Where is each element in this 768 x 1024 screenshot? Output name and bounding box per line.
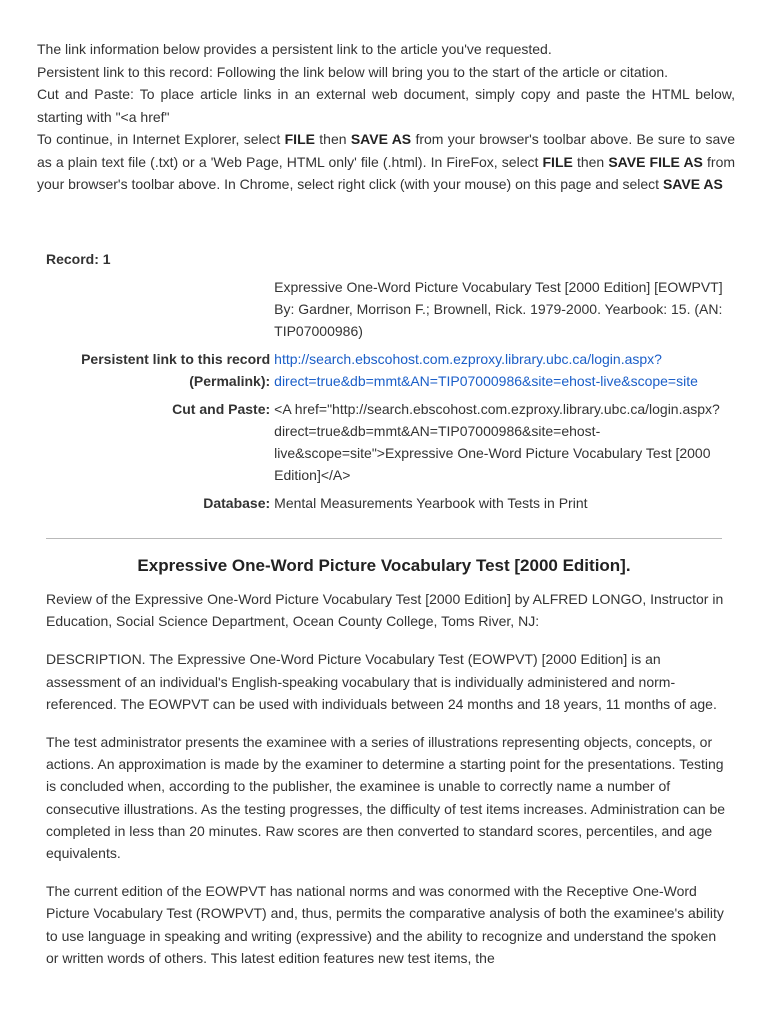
intro-bold: FILE [284,131,315,147]
database-row [46,486,726,514]
permalink-link[interactable]: http://search.ebscohost.com.ezproxy.library.ubc.ca/login.aspx?direct=true&db=mmt&AN=TIP07000986&site=ehost-live&scope=site [274,351,698,389]
record-block [46,248,726,514]
cutpaste-value: <A href="http://search.ebscohost.com.ezproxy.library.ubc.ca/login.aspx?direct=true&db=mmt&AN=TIP07000986&site=ehost-live&scope=site">Expressive One-Word Picture Vocabulary Test [2000 Edition]</A> [274,401,720,483]
record-fields [46,276,726,514]
intro-instructions [37,38,735,196]
article-paragraph: The test administrator presents the examinee with a series of illustrations representing objects, concepts, or actions. An approximation is made by the examiner to determine a starting point for the presentations. Testing is concluded when, according to the publisher, the examinee is unable to correctly name a number of consecutive illustrations. As the testing progresses, the difficulty of test items increases. Administration can be completed in less than 20 minutes. Raw scores are then converted to standard scores, percentiles, and age equivalents. [46,734,726,862]
intro-line-4 [37,128,735,196]
section-divider [46,538,722,539]
citation-label [46,276,274,342]
intro-bold: SAVE FILE AS [608,153,703,170]
article-body [46,588,726,985]
intro-bold: FILE [542,153,573,170]
intro-line-1: The link information below provides a persistent link to the article you've requested. [37,41,552,57]
permalink-label: Persistent link to this record (Permalink): [81,351,271,389]
article-paragraph: Review of the Expressive One-Word Picture Vocabulary Test [2000 Edition] by ALFRED LONGO, Instructor in Education, Social Science Department, Ocean County College, Toms River, NJ: [46,591,724,630]
record-heading: Record: 1 [46,251,111,267]
intro-bold: SAVE AS [350,131,412,147]
permalink-cell [274,342,726,392]
intro-text: To continue, in Internet Explorer, select [37,131,285,147]
intro-text: from your browser's toolbar above. Be sure to save as a plain text file (.txt) or a 'Web Page, HTML only' file (.html). In FireFox, select [37,131,736,170]
permalink-row [46,342,726,392]
intro-text: then [314,131,351,147]
database-label: Database: [203,495,271,511]
intro-text: from your browser's toolbar above. In Chrome, select right click (with your mouse) on this page and select [37,153,736,192]
database-value: Mental Measurements Yearbook with Tests in Print [274,495,588,511]
article-title: Expressive One-Word Picture Vocabulary Test [2000 Edition]. [137,556,631,575]
intro-bold: SAVE AS [662,176,723,192]
intro-line-2: Persistent link to this record: Following the link below will bring you to the start of the article or citation. [37,63,669,80]
citation-row [46,276,726,342]
cutpaste-label: Cut and Paste: [172,401,271,417]
article-paragraph: The current edition of the EOWPVT has national norms and was conormed with the Receptive One-Word Picture Vocabulary Test (ROWPVT) and, thus, permits the comparative analysis of both the examinee's ability to use language in speaking and writing (expressive) and the ability to recognize and understand the spoken or written words of others. This latest edition features new test items, the [46,883,724,966]
cutpaste-row [46,392,726,486]
citation-value: Expressive One-Word Picture Vocabulary Test [2000 Edition] [EOWPVT] By: Gardner, Morrison F.; Brownell, Rick. 1979-2000. Yearbook: 15. (AN: TIP07000986) [274,279,723,339]
intro-text: then [572,153,609,170]
article-paragraph: DESCRIPTION. The Expressive One-Word Picture Vocabulary Test (EOWPVT) [2000 Edition] is an assessment of an individual's English-speaking vocabulary that is individually administered and norm-referenced. The EOWPVT can be used with individuals between 24 months and 18 years, 11 months of age. [46,651,717,712]
intro-line-3: Cut and Paste: To place article links in an external web document, simply copy and paste the HTML below, starting with "<a href" [37,86,735,125]
